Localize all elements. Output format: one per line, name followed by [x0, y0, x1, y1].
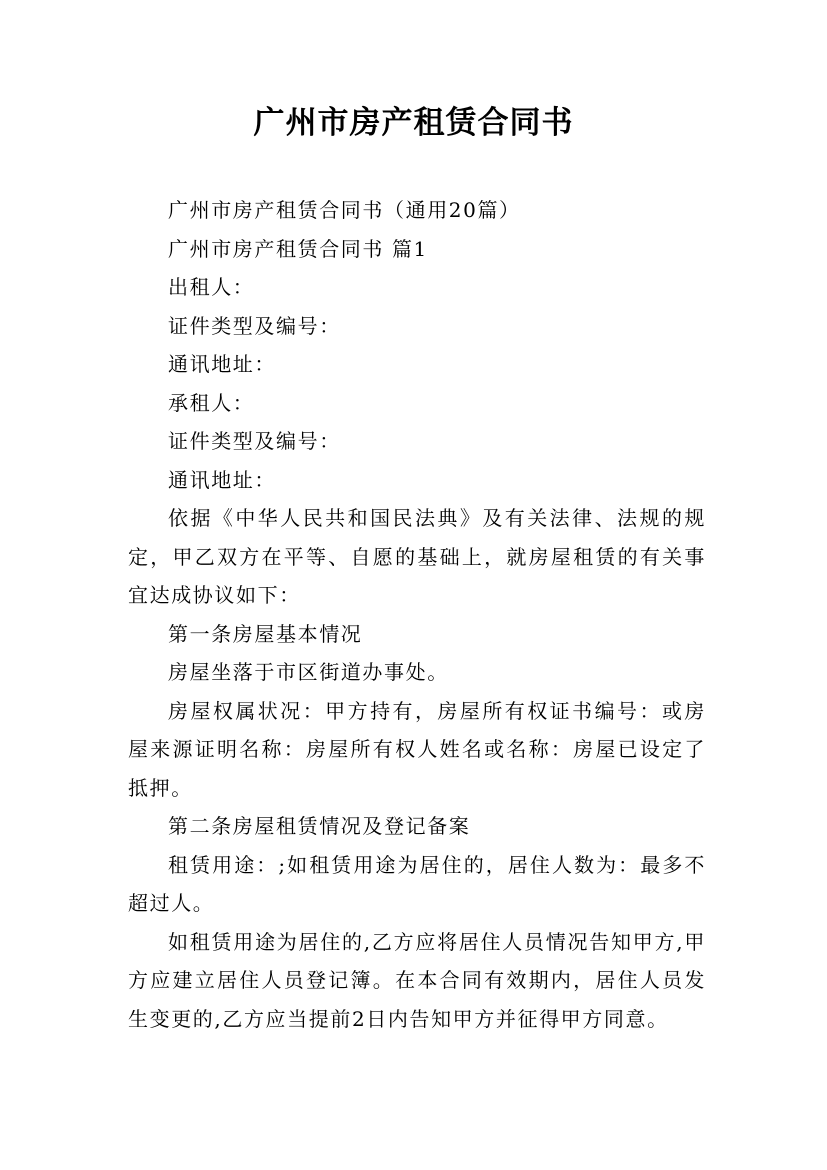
paragraph-lease-purpose: 租赁用途：;如租赁用途为居住的，居住人数为：最多不超过人。 [128, 852, 706, 915]
paragraph-lessor: 出租人： [168, 275, 255, 299]
paragraph-lessee: 承租人： [168, 390, 255, 415]
paragraph-section-heading: 广州市房产租赁合同书 篇1 [168, 236, 428, 261]
paragraph-residents-registration: 如租赁用途为居住的,乙方应将居住人员情况告知甲方,甲方应建立居住人员登记簿。在本合同有效期内，居住人员发生变更的,乙方应当提前2日内告知甲方并征得甲方同意。 [128, 929, 706, 1031]
paragraph-article-1-heading: 第一条房屋基本情况 [168, 621, 363, 646]
paragraph-lessor-address: 通讯地址： [168, 352, 276, 376]
paragraph-lessee-id: 证件类型及编号： [168, 429, 341, 453]
paragraph-subtitle: 广州市房产租赁合同书（通用20篇） [168, 198, 521, 222]
paragraph-lessee-address: 通讯地址： [168, 467, 276, 492]
paragraph-property-location: 房屋坐落于市区街道办事处。 [168, 660, 449, 684]
paragraph-property-ownership: 房屋权属状况：甲方持有，房屋所有权证书编号：或房屋来源证明名称：房屋所有权人姓名或名称：房屋已设定了抵押。 [128, 698, 706, 800]
document-title: 广州市房产租赁合同书 [253, 105, 574, 141]
paragraph-preamble: 依据《中华人民共和国民法典》及有关法律、法规的规定，甲乙双方在平等、自愿的基础上，就房屋租赁的有关事宜达成协议如下： [128, 506, 706, 607]
paragraph-article-2-heading: 第二条房屋租赁情况及登记备案 [168, 814, 471, 838]
paragraph-lessor-id: 证件类型及编号： [168, 313, 341, 338]
document-body [128, 191, 706, 1038]
